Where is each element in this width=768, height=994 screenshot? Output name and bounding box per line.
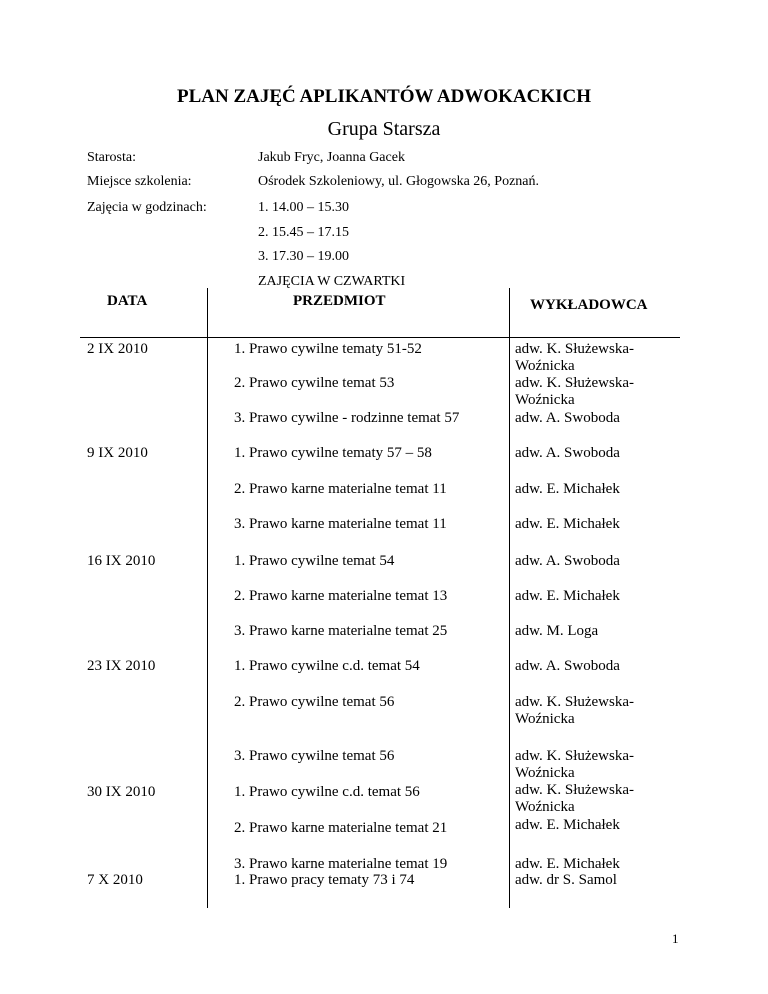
- place-label: Miejsce szkolenia:: [87, 174, 192, 189]
- column-divider: [509, 288, 510, 908]
- lecturer-line: adw. M. Loga: [515, 623, 599, 639]
- column-divider: [207, 288, 208, 908]
- lecturer-line: adw. E. Michałek: [515, 481, 620, 497]
- subject-item: 2. Prawo karne materialne temat 13: [234, 588, 448, 604]
- date-cell: 23 IX 2010: [87, 658, 156, 674]
- hours-item: 1. 14.00 – 15.30: [258, 200, 349, 215]
- subject-item: 2. Prawo cywilne temat 53: [234, 375, 395, 391]
- subject-item: 3. Prawo karne materialne temat 11: [234, 516, 447, 532]
- lecturer-line: Woźnicka: [515, 358, 575, 374]
- hours-label: Zajęcia w godzinach:: [87, 200, 207, 215]
- lecturer-line: adw. A. Swoboda: [515, 553, 620, 569]
- starosta-label: Starosta:: [87, 150, 136, 165]
- subject-item: 1. Prawo cywilne temat 54: [234, 553, 395, 569]
- document-subtitle: Grupa Starsza: [327, 118, 441, 140]
- place-value: Ośrodek Szkoleniowy, ul. Głogowska 26, Poznań.: [258, 174, 540, 189]
- document-title: PLAN ZAJĘĆ APLIKANTÓW ADWOKACKICH: [176, 86, 591, 107]
- subject-item: 1. Prawo cywilne c.d. temat 54: [234, 658, 420, 674]
- lecturer-line: Woźnicka: [515, 392, 575, 408]
- lecturer-line: adw. dr S. Samol: [515, 872, 617, 888]
- date-cell: 30 IX 2010: [87, 784, 156, 800]
- subject-item: 3. Prawo karne materialne temat 19: [234, 856, 448, 872]
- lecturer-line: adw. E. Michałek: [515, 856, 620, 872]
- subject-item: 2. Prawo karne materialne temat 21: [234, 820, 448, 836]
- lecturer-line: adw. A. Swoboda: [515, 410, 620, 426]
- hours-item: 2. 15.45 – 17.15: [258, 225, 349, 240]
- subject-item: 3. Prawo karne materialne temat 25: [234, 623, 448, 639]
- day-note: ZAJĘCIA W CZWARTKI: [258, 274, 406, 289]
- lecturer-line: adw. K. Służewska-: [515, 694, 634, 710]
- lecturer-line: Woźnicka: [515, 711, 575, 727]
- date-cell: 9 IX 2010: [87, 445, 148, 461]
- date-cell: 7 X 2010: [87, 872, 143, 888]
- lecturer-line: adw. E. Michałek: [515, 516, 620, 532]
- page-number: 1: [672, 931, 679, 946]
- lecturer-line: adw. K. Służewska-: [515, 782, 634, 798]
- lecturer-line: adw. A. Swoboda: [515, 445, 620, 461]
- subject-item: 1. Prawo cywilne tematy 57 – 58: [234, 445, 432, 461]
- lecturer-line: adw. E. Michałek: [515, 588, 620, 604]
- header-lecturer: WYKŁADOWCA: [530, 297, 648, 313]
- hours-item: 3. 17.30 – 19.00: [258, 249, 349, 264]
- subject-item: 2. Prawo karne materialne temat 11: [234, 481, 447, 497]
- lecturer-line: Woźnicka: [515, 799, 575, 815]
- date-cell: 2 IX 2010: [87, 341, 148, 357]
- lecturer-line: adw. K. Służewska-: [515, 341, 634, 357]
- lecturer-line: adw. K. Służewska-: [515, 748, 634, 764]
- date-cell: 16 IX 2010: [87, 553, 156, 569]
- starosta-value: Jakub Fryc, Joanna Gacek: [258, 150, 405, 165]
- subject-item: 3. Prawo cywilne - rodzinne temat 57: [234, 410, 460, 426]
- header-subject: PRZEDMIOT: [293, 293, 386, 309]
- subject-item: 1. Prawo cywilne tematy 51-52: [234, 341, 422, 357]
- subject-item: 1. Prawo cywilne c.d. temat 56: [234, 784, 420, 800]
- lecturer-line: adw. K. Służewska-: [515, 375, 634, 391]
- header-divider: [80, 337, 680, 338]
- subject-item: 1. Prawo pracy tematy 73 i 74: [234, 872, 415, 888]
- lecturer-line: Woźnicka: [515, 765, 575, 781]
- header-date: DATA: [107, 293, 148, 309]
- subject-item: 2. Prawo cywilne temat 56: [234, 694, 395, 710]
- lecturer-line: adw. E. Michałek: [515, 817, 620, 833]
- lecturer-line: adw. A. Swoboda: [515, 658, 620, 674]
- subject-item: 3. Prawo cywilne temat 56: [234, 748, 395, 764]
